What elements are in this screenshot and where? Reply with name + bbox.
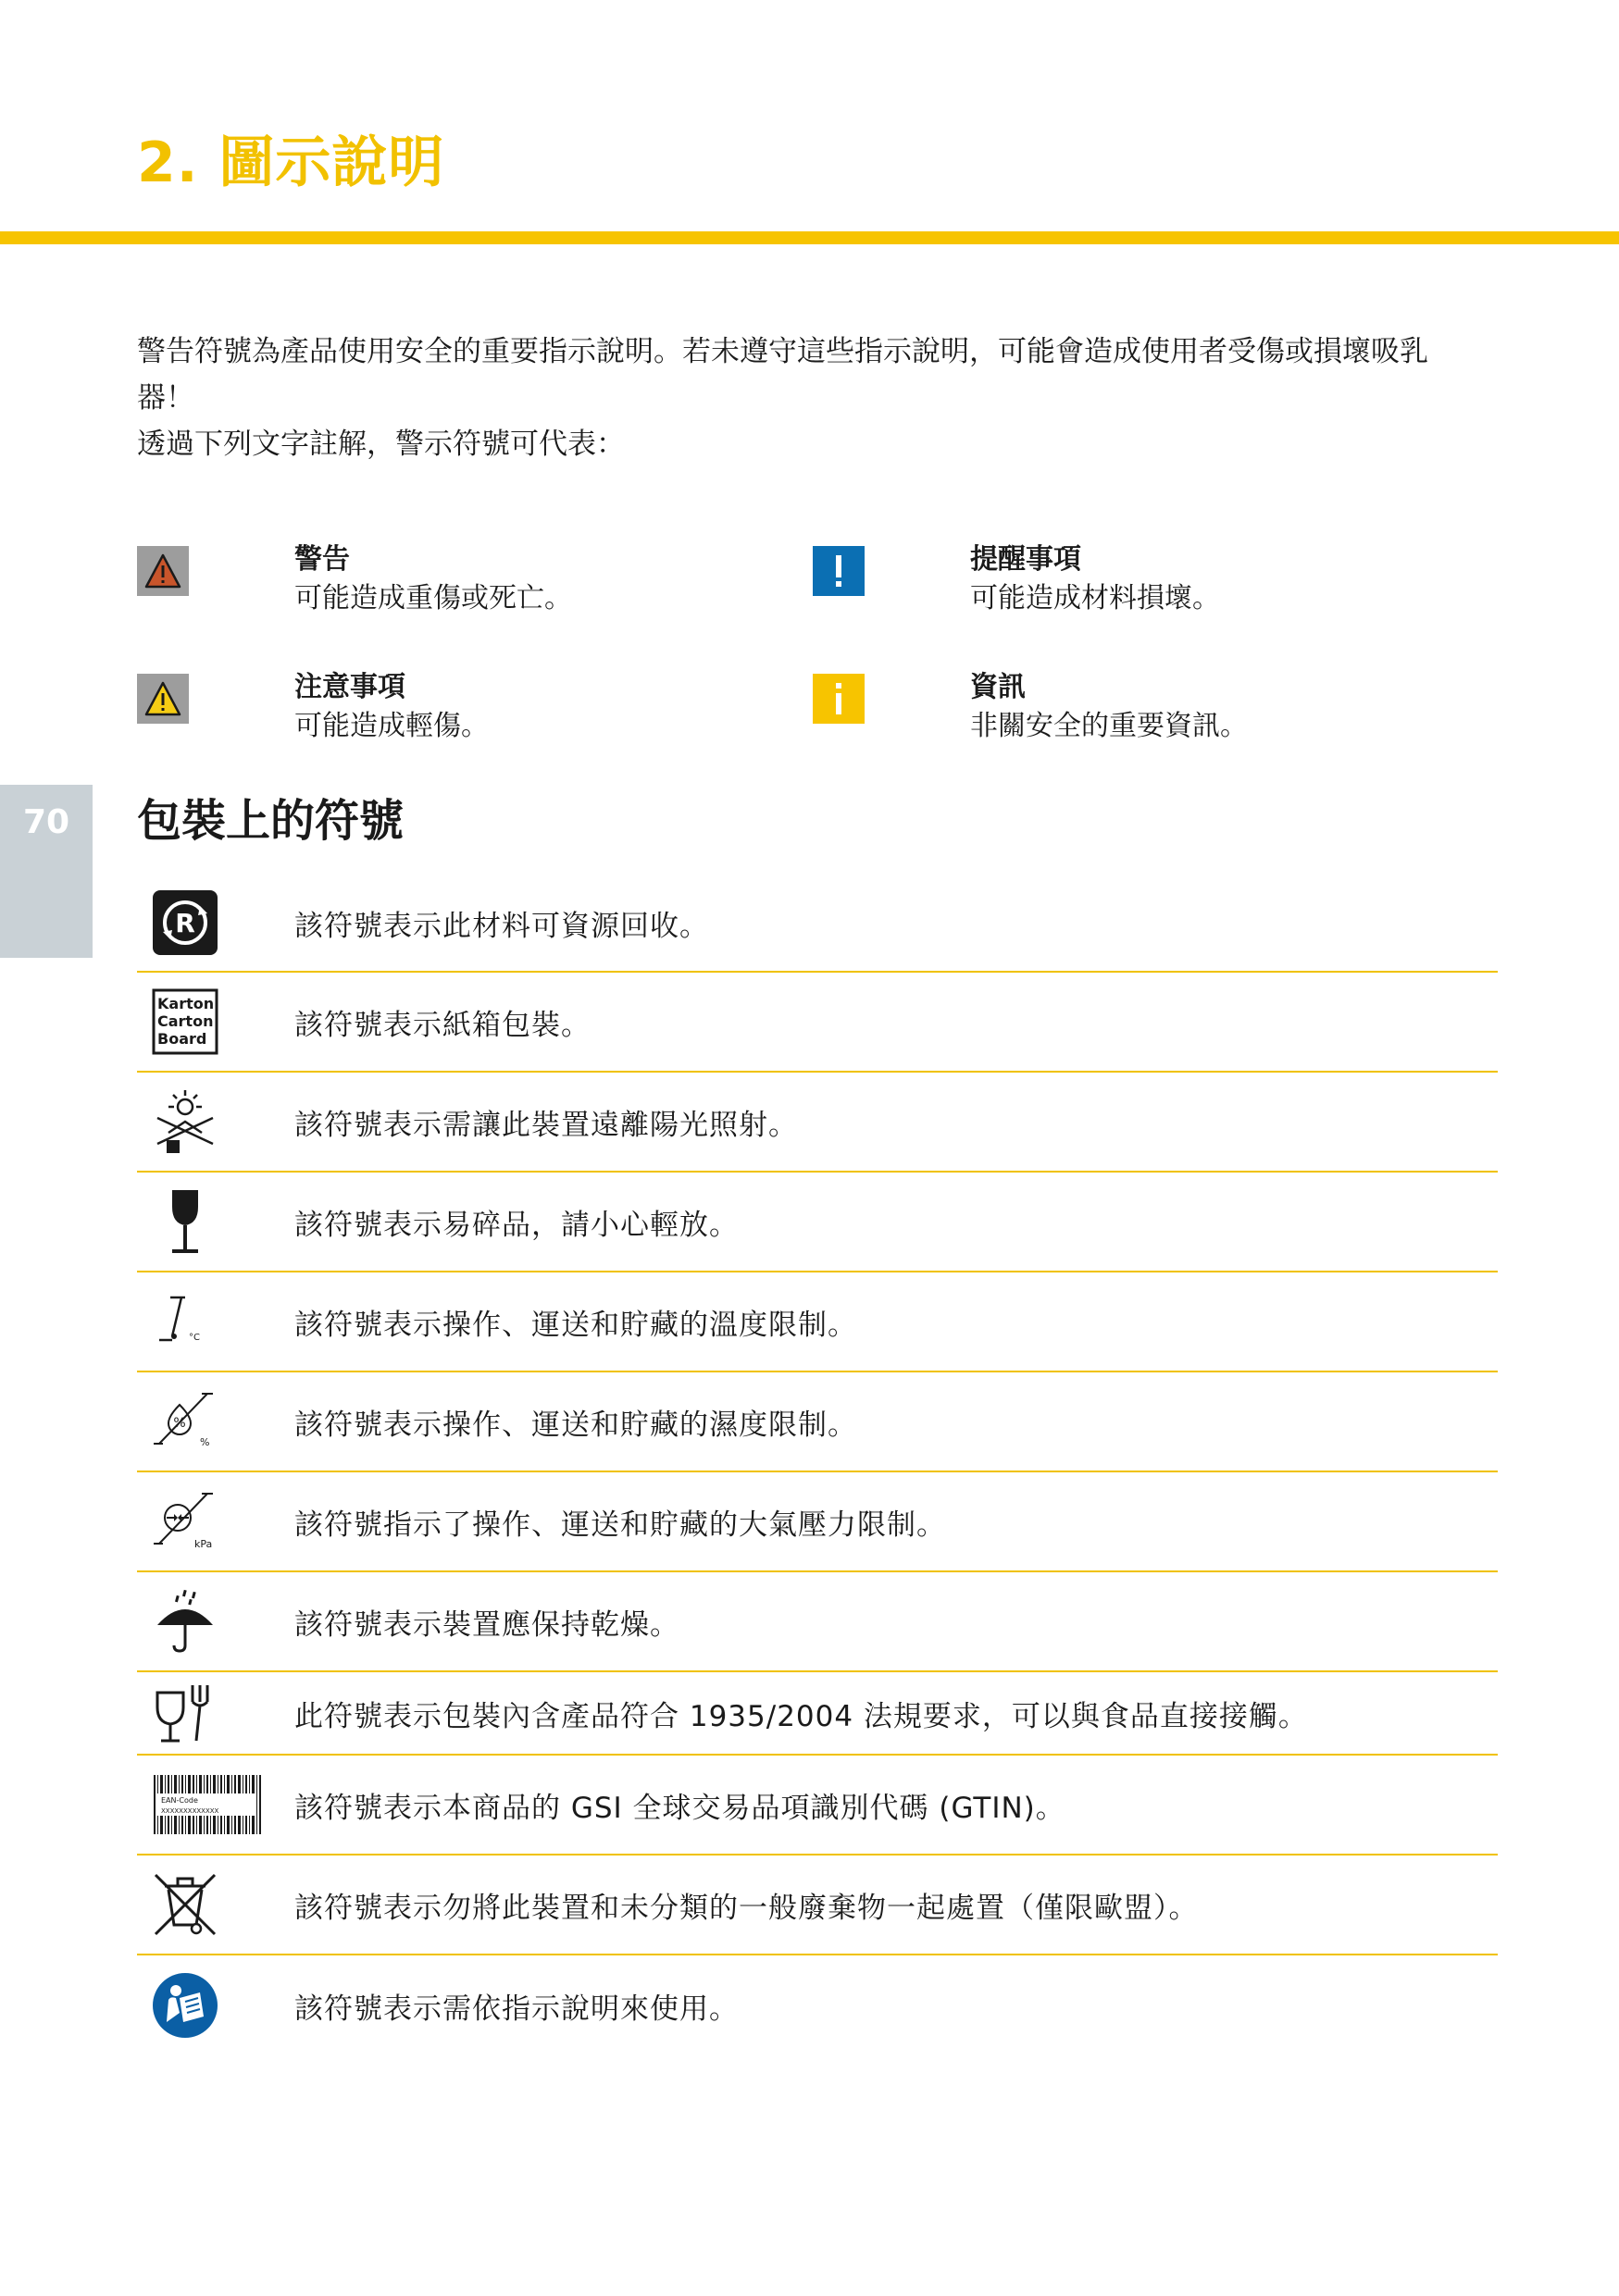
- symbol-description: 該符號表示此材料可資源回收。: [294, 909, 709, 943]
- icon-text: %: [200, 1436, 210, 1448]
- symbol-description: 該符號表示易碎品，請小心輕放。: [294, 1208, 739, 1242]
- symbol-description: 該符號表示勿將此裝置和未分類的一般廢棄物一起處置（僅限歐盟）。: [294, 1891, 1199, 1925]
- header-rule: [0, 231, 1619, 244]
- symbol-row: [137, 1756, 1498, 1855]
- exclamation-icon: [813, 546, 865, 596]
- symbols-table: [137, 875, 1498, 2055]
- symbol-row: [137, 1955, 1498, 2055]
- symbol-row: [137, 1372, 1498, 1472]
- warning-description: 可能造成材料損壞。: [970, 582, 1220, 614]
- symbol-description: 該符號表示操作、運送和貯藏的濕度限制。: [294, 1408, 857, 1442]
- intro-paragraph: 警告符號為產品使用安全的重要指示說明。若未遵守這些指示說明，可能會造成使用者受傷或損壞吸乳器！: [137, 335, 1428, 415]
- intro-paragraph: 透過下列文字註解，警示符號可代表：: [137, 428, 625, 461]
- icon-text: XXXXXXXXXXXXX: [161, 1807, 219, 1815]
- warning-label: 提醒事項: [970, 543, 1081, 576]
- svg-text:%: %: [173, 1416, 186, 1431]
- symbol-row: [137, 1272, 1498, 1372]
- symbol-row: [137, 1073, 1498, 1173]
- symbol-description: 該符號指示了操作、運送和貯藏的大氣壓力限制。: [294, 1508, 946, 1542]
- section-title: 包裝上的符號: [137, 795, 405, 847]
- icon-text: °C: [189, 1333, 200, 1343]
- pressure-limit-icon: [137, 1488, 294, 1555]
- warning-description: 可能造成重傷或死亡。: [294, 582, 572, 614]
- svg-text:R: R: [175, 908, 195, 938]
- symbol-description: 該符號表示需讓此裝置遠離陽光照射。: [294, 1108, 798, 1142]
- icon-text: EAN-Code: [161, 1796, 198, 1805]
- symbol-row: [137, 1173, 1498, 1272]
- page-number-tab: [0, 785, 93, 958]
- warning-label: 注意事項: [294, 671, 405, 703]
- warning-description: 非關安全的重要資訊。: [970, 710, 1248, 742]
- barcode-icon: [137, 1771, 294, 1838]
- symbol-description: 此符號表示包裝內含產品符合 1935/2004 法規要求，可以與食品直接接觸。: [294, 1699, 1308, 1733]
- keep-dry-icon: [137, 1588, 294, 1655]
- symbol-description: 該符號表示紙箱包裝。: [294, 1008, 591, 1042]
- symbol-row: [137, 973, 1498, 1073]
- info-icon: [813, 674, 865, 724]
- page-number: 70: [22, 803, 70, 841]
- recycle-icon: [137, 889, 294, 956]
- symbol-description: 該符號表示操作、運送和貯藏的溫度限制。: [294, 1308, 857, 1342]
- symbol-row: [137, 875, 1498, 973]
- symbol-description: 該符號表示本商品的 GSI 全球交易品項識別代碼 (GTIN)。: [294, 1791, 1065, 1825]
- food-contact-icon: [137, 1680, 294, 1746]
- symbol-description: 該符號表示需依指示說明來使用。: [294, 1992, 739, 2026]
- warning-triangle-icon: [137, 674, 189, 724]
- humidity-limit-icon: [137, 1388, 294, 1455]
- icon-text: Board: [157, 1030, 207, 1048]
- karton-carton-board-icon: [137, 988, 294, 1055]
- symbol-row: [137, 1572, 1498, 1672]
- warning-triangle-icon: [137, 546, 189, 596]
- warning-description: 可能造成輕傷。: [294, 710, 489, 742]
- symbol-row: [137, 1472, 1498, 1572]
- read-instructions-icon: [137, 1972, 294, 2039]
- icon-text: Carton: [157, 1012, 214, 1030]
- weee-crossed-bin-icon: [137, 1871, 294, 1938]
- symbol-row: [137, 1855, 1498, 1955]
- symbol-description: 該符號表示裝置應保持乾燥。: [294, 1607, 679, 1642]
- icon-text: kPa: [194, 1538, 213, 1550]
- warning-label: 警告: [294, 543, 350, 576]
- keep-away-from-sunlight-icon: [137, 1088, 294, 1155]
- fragile-icon: [137, 1188, 294, 1255]
- symbol-row: [137, 1672, 1498, 1756]
- icon-text: Karton: [157, 995, 215, 1012]
- temperature-limit-icon: [137, 1288, 294, 1355]
- page-title: 2. 圖示說明: [137, 130, 445, 195]
- intro-text: [137, 329, 1488, 467]
- warning-label: 資訊: [970, 671, 1026, 703]
